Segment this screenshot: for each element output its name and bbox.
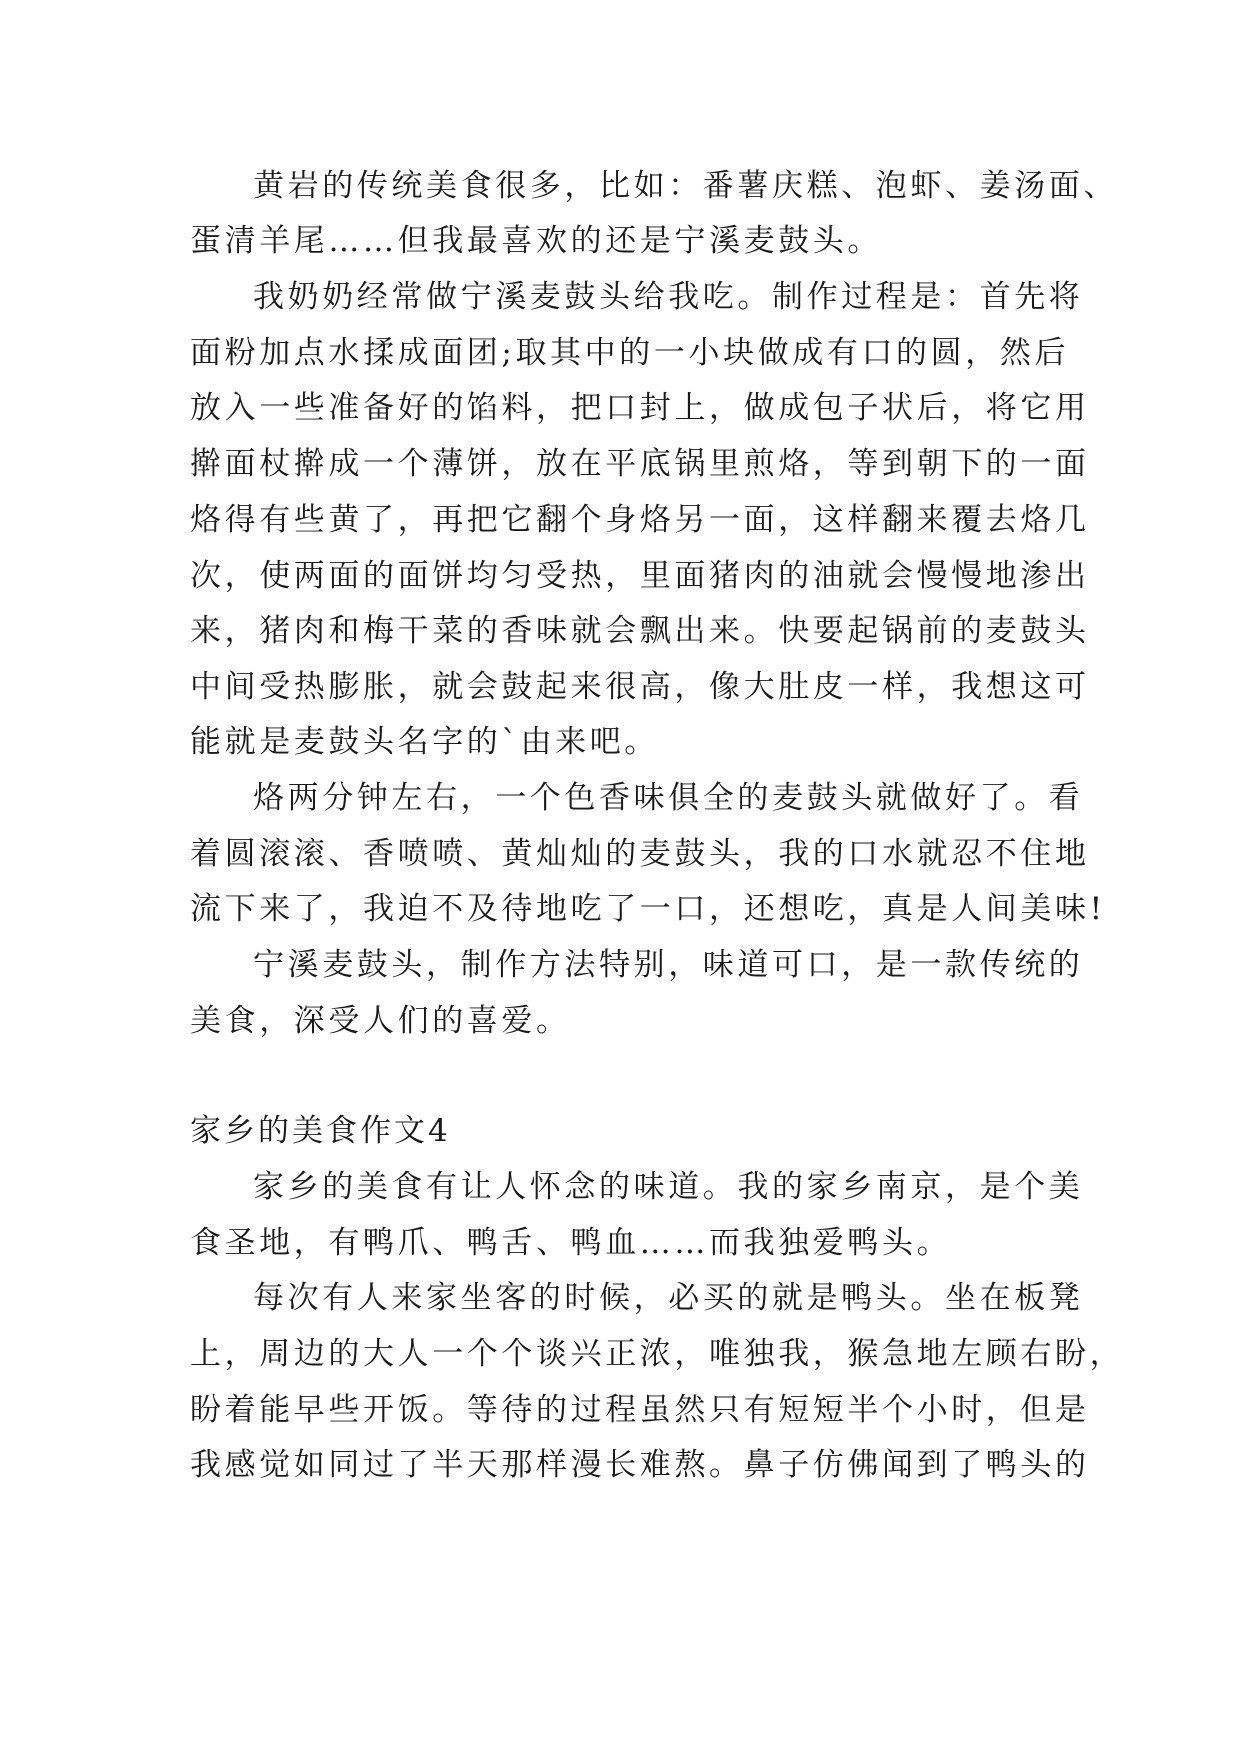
paragraph-6-line-4: 我感觉如同过了半天那样漫长难熬。鼻子仿佛闻到了鸭头的: [190, 1447, 1090, 1483]
paragraph-2-line-1: 我奶奶经常做宁溪麦鼓头给我吃。制作过程是：首先将: [253, 279, 1084, 315]
paragraph-2-line-2: 面粉加点水揉成面团;取其中的一小块做成有口的圆，然后: [190, 335, 1070, 371]
paragraph-5-line-2: 食圣地，有鸭爪、鸭舌、鸭血……而我独爱鸭头。: [190, 1225, 952, 1261]
paragraph-2-line-4: 擀面杖擀成一个薄饼，放在平底锅里煎烙，等到朝下的一面: [190, 446, 1090, 482]
paragraph-2-line-5: 烙得有些黄了，再把它翻个身烙另一面，这样翻来覆去烙几: [190, 502, 1090, 538]
paragraph-5-line-1: 家乡的美食有让人怀念的味道。我的家乡南京，是个美: [253, 1169, 1084, 1205]
paragraph-2-line-3: 放入一些准备好的馅料，把口封上，做成包子状后，将它用: [190, 390, 1090, 426]
paragraph-2-line-7: 来，猪肉和梅干菜的香味就会飘出来。快要起锅前的麦鼓头: [190, 613, 1090, 649]
paragraph-2-line-8: 中间受热膨胀，就会鼓起来很高，像大肚皮一样，我想这可: [190, 669, 1090, 705]
paragraph-6-line-1: 每次有人来家坐客的时候，必买的就是鸭头。坐在板凳: [253, 1280, 1084, 1316]
section-heading: 家乡的美食作文4: [190, 1113, 451, 1149]
paragraph-2-line-6: 次，使两面的面饼均匀受热，里面猪肉的油就会慢慢地渗出: [190, 558, 1090, 594]
paragraph-1-line-2: 蛋清羊尾……但我最喜欢的还是宁溪麦鼓头。: [190, 223, 882, 259]
paragraph-2-line-9: 能就是麦鼓头名字的`由来吧。: [190, 724, 659, 760]
paragraph-3-line-1: 烙两分钟左右，一个色香味俱全的麦鼓头就做好了。看: [253, 780, 1084, 816]
paragraph-4-line-1: 宁溪麦鼓头，制作方法特别，味道可口，是一款传统的: [253, 947, 1084, 983]
paragraph-1-line-1: 黄岩的传统美食很多，比如：番薯庆糕、泡虾、姜汤面、: [253, 168, 1118, 204]
paragraph-4-line-2: 美食，深受人们的喜爱。: [190, 1003, 571, 1039]
paragraph-6-line-3: 盼着能早些开饭。等待的过程虽然只有短短半个小时，但是: [190, 1392, 1090, 1428]
paragraph-3-line-2: 着圆滚滚、香喷喷、黄灿灿的麦鼓头，我的口水就忍不住地: [190, 836, 1090, 872]
paragraph-6-line-2: 上，周边的大人一个个谈兴正浓，唯独我，猴急地左顾右盼，: [190, 1336, 1125, 1372]
paragraph-3-line-3: 流下来了，我迫不及待地吃了一口，还想吃，真是人间美味!: [190, 891, 1106, 927]
